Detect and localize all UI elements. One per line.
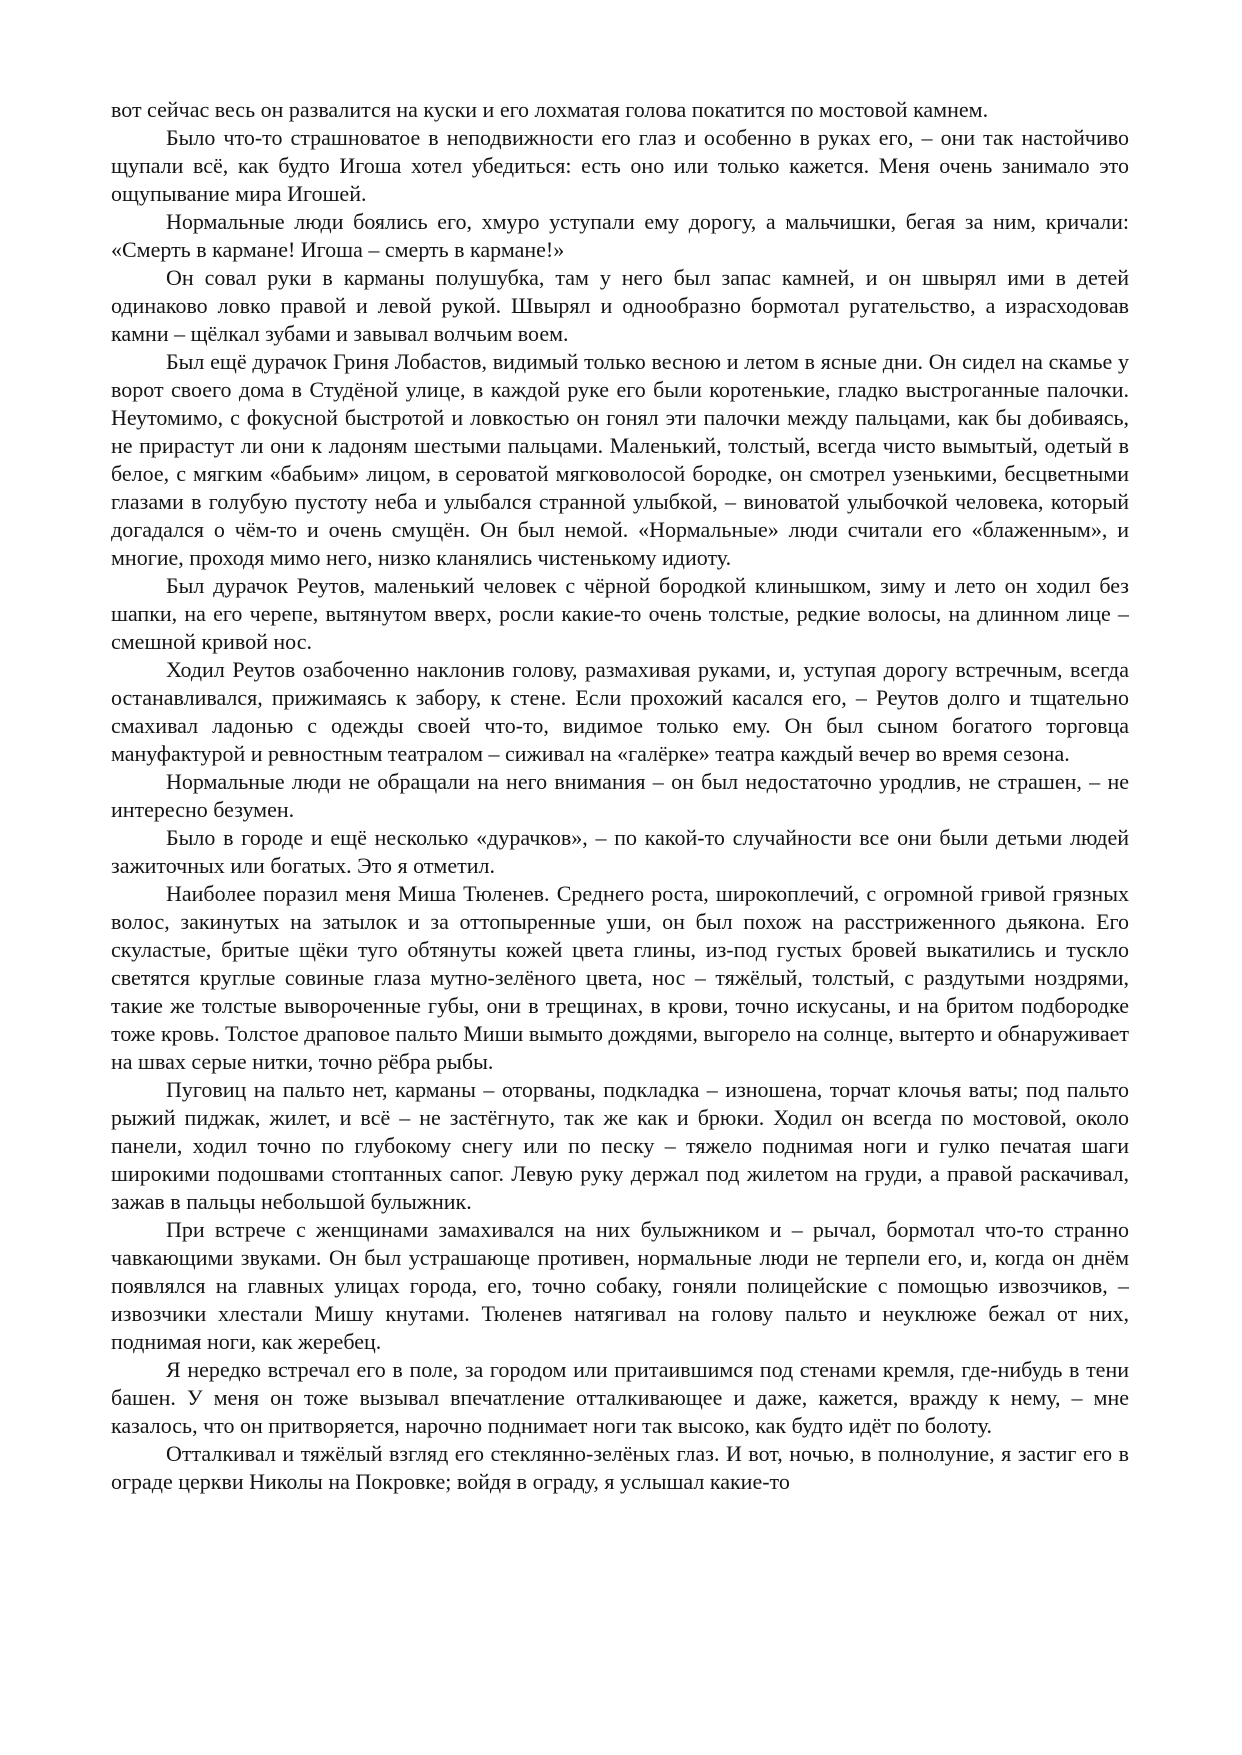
paragraph: Отталкивал и тяжёлый взгляд его стеклянно-зелёных глаз. И вот, ночью, в полнолуние, я застиг его в ограде церкви Николы на Покровке; войдя в ограду, я услышал какие-то [111,1441,1129,1494]
paragraph: Было в городе и ещё несколько «дурачков», – по какой-то случайности все они были детьми людей зажиточных или богатых. Это я отметил. [111,825,1129,878]
paragraph: Был ещё дурачок Гриня Лобастов, видимый только весною и летом в ясные дни. Он сидел на скамье у ворот своего дома в Студёной улице, в каждой руке его были коротенькие, гладко выстроганные палочки. Неутомимо, с фокусной быстротой и ловкостью он гонял эти палочки между пальцами, как бы добиваясь, не прирастут ли они к ладоням шестыми пальцами. Маленький, толстый, всегда чисто вымытый, одетый в белое, с мягким «бабьим» лицом, в сероватой мягковолосой бородке, он смотрел узенькими, бесцветными глазами в голубую пустоту неба и улыбался странной улыбкой, – виноватой улыбочкой человека, который догадался о чём-то и очень смущён. Он был немой. «Нормальные» люди считали его «блаженным», и многие, проходя мимо него, низко кланялись чистенькому идиоту. [111,349,1129,570]
document-text [111,96,1129,1496]
document-page [111,96,1129,1716]
paragraph: Пуговиц на пальто нет, карманы – оторваны, подкладка – изношена, торчат клочья ваты; под пальто рыжий пиджак, жилет, и всё – не застёгнуто, так же как и брюки. Ходил он всегда по мостовой, около панели, ходил точно по глубокому снегу или по песку – тяжело поднимая ноги и гулко печатая шаги широкими подошвами стоптанных сапог. Левую руку держал под жилетом на груди, а правой раскачивал, зажав в пальцы небольшой булыжник. [111,1077,1129,1214]
paragraph: Ходил Реутов озабоченно наклонив голову, размахивая руками, и, уступая дорогу встречным, всегда останавливался, прижимаясь к забору, к стене. Если прохожий касался его, – Реутов долго и тщательно смахивал ладонью с одежды своей что-то, видимое только ему. Он был сыном богатого торговца мануфактурой и ревностным театралом – сиживал на «галёрке» театра каждый вечер во время сезона. [111,657,1129,766]
paragraph: вот сейчас весь он развалится на куски и его лохматая голова покатится по мостовой камнем. [111,97,989,122]
paragraph: Был дурачок Реутов, маленький человек с чёрной бородкой клинышком, зиму и лето он ходил без шапки, на его черепе, вытянутом вверх, росли какие-то очень толстые, редкие волосы, на длинном лице – смешной кривой нос. [111,573,1129,654]
paragraph: Было что-то страшноватое в неподвижности его глаз и особенно в руках его, – они так настойчиво щупали всё, как будто Игоша хотел убедиться: есть оно или только кажется. Меня очень занимало это ощупывание мира Игошей. [111,125,1129,206]
paragraph: Я нередко встречал его в поле, за городом или притаившимся под стенами кремля, где-нибудь в тени башен. У меня он тоже вызывал впечатление отталкивающее и даже, кажется, вражду к нему, – мне казалось, что он притворяется, нарочно поднимает ноги так высоко, как будто идёт по болоту. [111,1357,1129,1438]
paragraph: Нормальные люди боялись его, хмуро уступали ему дорогу, а мальчишки, бегая за ним, кричали: «Смерть в кармане! Игоша – смерть в кармане!» [111,209,1129,262]
paragraph: Нормальные люди не обращали на него внимания – он был недостаточно уродлив, не страшен, – не интересно безумен. [111,769,1129,822]
paragraph: При встрече с женщинами замахивался на них булыжником и – рычал, бормотал что-то странно чавкающими звуками. Он был устрашающе противен, нормальные люди не терпели его, и, когда он днём появлялся на главных улицах города, его, точно собаку, гоняли полицейские с помощью извозчиков, – извозчики хлестали Мишу кнутами. Тюленев натягивал на голову пальто и неуклюже бежал от них, поднимая ноги, как жеребец. [111,1217,1129,1354]
paragraph: Он совал руки в карманы полушубка, там у него был запас камней, и он швырял ими в детей одинаково ловко правой и левой рукой. Швырял и однообразно бормотал ругательство, а израсходовав камни – щёлкал зубами и завывал волчьим воем. [111,265,1129,346]
paragraph: Наиболее поразил меня Миша Тюленев. Среднего роста, широкоплечий, с огромной гривой грязных волос, закинутых на затылок и за оттопыренные уши, он был похож на расстриженного дьякона. Его скуластые, бритые щёки туго обтянуты кожей цвета глины, из-под густых бровей выкатились и тускло светятся круглые совиные глаза мутно-зелёного цвета, нос – тяжёлый, толстый, с раздутыми ноздрями, такие же толстые вывороченные губы, они в трещинах, в крови, точно искусаны, и на бритом подбородке тоже кровь. Толстое драповое пальто Миши вымыто дождями, выгорело на солнце, вытерто и обнаруживает на швах серые нитки, точно рёбра рыбы. [111,881,1129,1074]
